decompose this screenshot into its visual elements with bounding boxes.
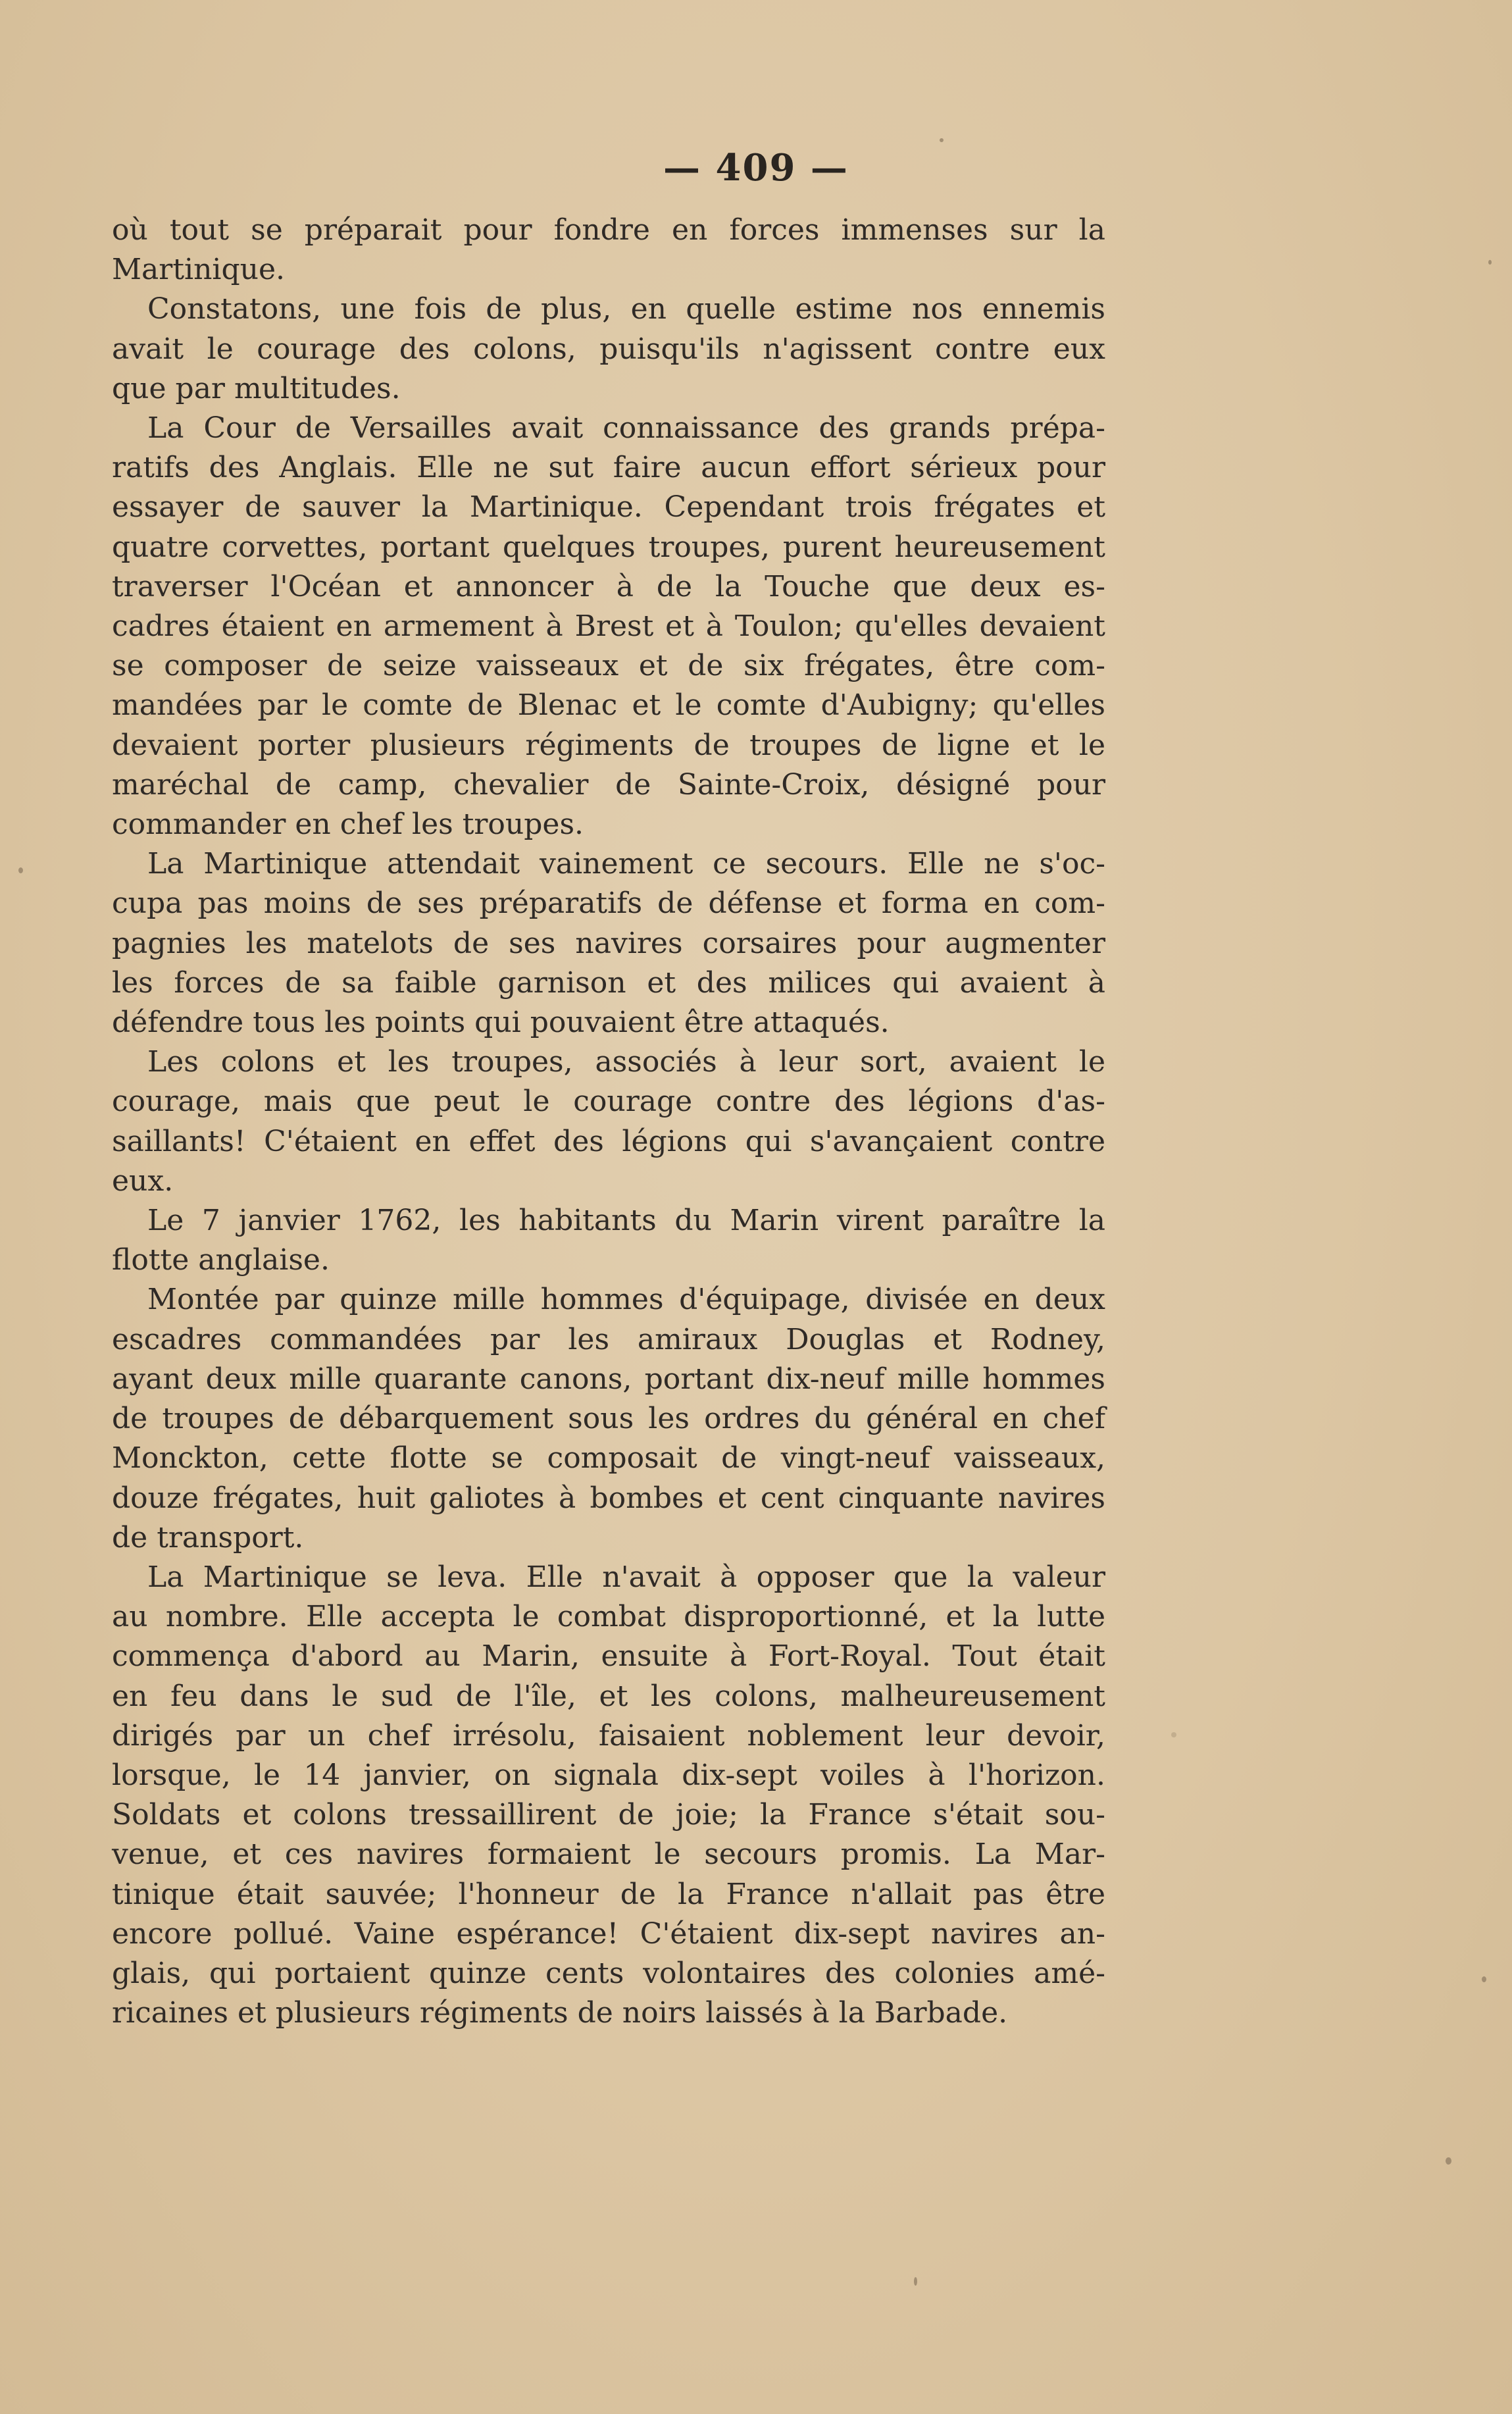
text-line: eux. bbox=[112, 1164, 174, 1198]
text-line: Soldats et colons tressaillirent de joie; la France s'était sou- bbox=[112, 1798, 1105, 1832]
text-line: La Cour de Versailles avait connaissance des grands prépa- bbox=[147, 411, 1105, 446]
text-line: La Martinique se leva. Elle n'avait à opposer que la valeur bbox=[147, 1560, 1105, 1594]
text-line: pagnies les matelots de ses navires corsaires pour augmenter bbox=[112, 926, 1105, 960]
text-line: saillants! C'étaient en effet des légions qui s'avançaient contre bbox=[112, 1124, 1105, 1158]
paragraph bbox=[112, 1280, 1105, 1557]
text-line: mandées par le comte de Blenac et le comte d'Aubigny; qu'elles bbox=[112, 688, 1105, 723]
body-text bbox=[112, 211, 1105, 2033]
text-line: Monckton, cette flotte se composait de vingt-neuf vaisseaux, bbox=[112, 1441, 1105, 1476]
paragraph bbox=[112, 844, 1105, 1042]
text-line: encore pollué. Vaine espérance! C'étaient dix-sept navires an- bbox=[112, 1916, 1105, 1951]
text-line: au nombre. Elle accepta le combat disproportionné, et la lutte bbox=[112, 1600, 1105, 1634]
text-line: glais, qui portaient quinze cents volontaires des colonies amé- bbox=[112, 1956, 1105, 1990]
text-line: traverser l'Océan et annoncer à de la Touche que deux es- bbox=[112, 569, 1105, 604]
text-line: La Martinique attendait vainement ce secours. Elle ne s'oc- bbox=[147, 847, 1105, 881]
text-line: courage, mais que peut le courage contre des légions d'as- bbox=[112, 1085, 1105, 1119]
text-line: douze frégates, huit galiotes à bombes et cent cinquante navires bbox=[112, 1481, 1105, 1515]
text-line: Constatons, une fois de plus, en quelle estime nos ennemis bbox=[147, 292, 1105, 326]
text-line: maréchal de camp, chevalier de Sainte-Croix, désigné pour bbox=[112, 767, 1105, 802]
text-line: quatre corvettes, portant quelques troupes, purent heureusement bbox=[112, 530, 1105, 564]
text-line: où tout se préparait pour fondre en forces immenses sur la bbox=[112, 213, 1105, 247]
text-line: défendre tous les points qui pouvaient être attaqués. bbox=[112, 1006, 890, 1040]
paper-speck bbox=[18, 867, 23, 873]
paper-speck bbox=[1171, 1732, 1176, 1737]
paragraph bbox=[112, 409, 1105, 844]
text-line: se composer de seize vaisseaux et de six frégates, être com- bbox=[112, 649, 1105, 683]
paragraph bbox=[112, 211, 1105, 290]
text-line: Montée par quinze mille hommes d'équipage, divisée en deux bbox=[147, 1283, 1105, 1317]
text-line: que par multitudes. bbox=[112, 371, 401, 405]
text-line: ratifs des Anglais. Elle ne sut faire aucun effort sérieux pour bbox=[112, 451, 1105, 485]
text-line: de transport. bbox=[112, 1520, 304, 1554]
text-line: ayant deux mille quarante canons, portant dix-neuf mille hommes bbox=[112, 1362, 1105, 1396]
paper-speck bbox=[1446, 2157, 1451, 2165]
paper-speck bbox=[1482, 1976, 1486, 1982]
paragraph bbox=[112, 1558, 1105, 2033]
text-line: de troupes de débarquement sous les ordres du général en chef bbox=[112, 1402, 1105, 1436]
text-line: venue, et ces navires formaient le secours promis. La Mar- bbox=[112, 1837, 1105, 1872]
text-line: devaient porter plusieurs régiments de troupes de ligne et le bbox=[112, 728, 1105, 762]
text-line: essayer de sauver la Martinique. Cependant trois frégates et bbox=[112, 490, 1105, 525]
paragraph bbox=[112, 1042, 1105, 1201]
text-line: Le 7 janvier 1762, les habitants du Marin virent paraître la bbox=[147, 1204, 1105, 1238]
paragraph bbox=[112, 1201, 1105, 1280]
text-line: ricaines et plusieurs régiments de noirs laissés à la Barbade. bbox=[112, 1996, 1008, 2030]
paragraph bbox=[112, 290, 1105, 409]
text-line: commença d'abord au Marin, ensuite à Fort-Royal. Tout était bbox=[112, 1639, 1105, 1674]
text-line: dirigés par un chef irrésolu, faisaient noblement leur devoir, bbox=[112, 1718, 1105, 1753]
paper-speck bbox=[1488, 260, 1492, 265]
text-line: commander en chef les troupes. bbox=[112, 808, 584, 842]
text-line: cadres étaient en armement à Brest et à Toulon; qu'elles devaient bbox=[112, 609, 1105, 644]
text-line: lorsque, le 14 janvier, on signala dix-sept voiles à l'horizon. bbox=[112, 1758, 1105, 1792]
page-number: — 409 — bbox=[663, 146, 849, 190]
text-line: escadres commandées par les amiraux Douglas et Rodney, bbox=[112, 1322, 1105, 1356]
text-line: flotte anglaise. bbox=[112, 1243, 330, 1277]
text-line: Martinique. bbox=[112, 253, 286, 287]
text-line: les forces de sa faible garnison et des milices qui avaient à bbox=[112, 965, 1105, 1000]
paper-speck bbox=[914, 2277, 917, 2286]
text-line: Les colons et les troupes, associés à leur sort, avaient le bbox=[147, 1045, 1105, 1079]
text-line: en feu dans le sud de l'île, et les colons, malheureusement bbox=[112, 1679, 1105, 1713]
paper-speck bbox=[940, 138, 944, 142]
text-line: tinique était sauvée; l'honneur de la France n'allait pas être bbox=[112, 1877, 1105, 1911]
text-line: avait le courage des colons, puisqu'ils n'agissent contre eux bbox=[112, 332, 1105, 366]
text-line: cupa pas moins de ses préparatifs de défense et forma en com- bbox=[112, 886, 1105, 921]
